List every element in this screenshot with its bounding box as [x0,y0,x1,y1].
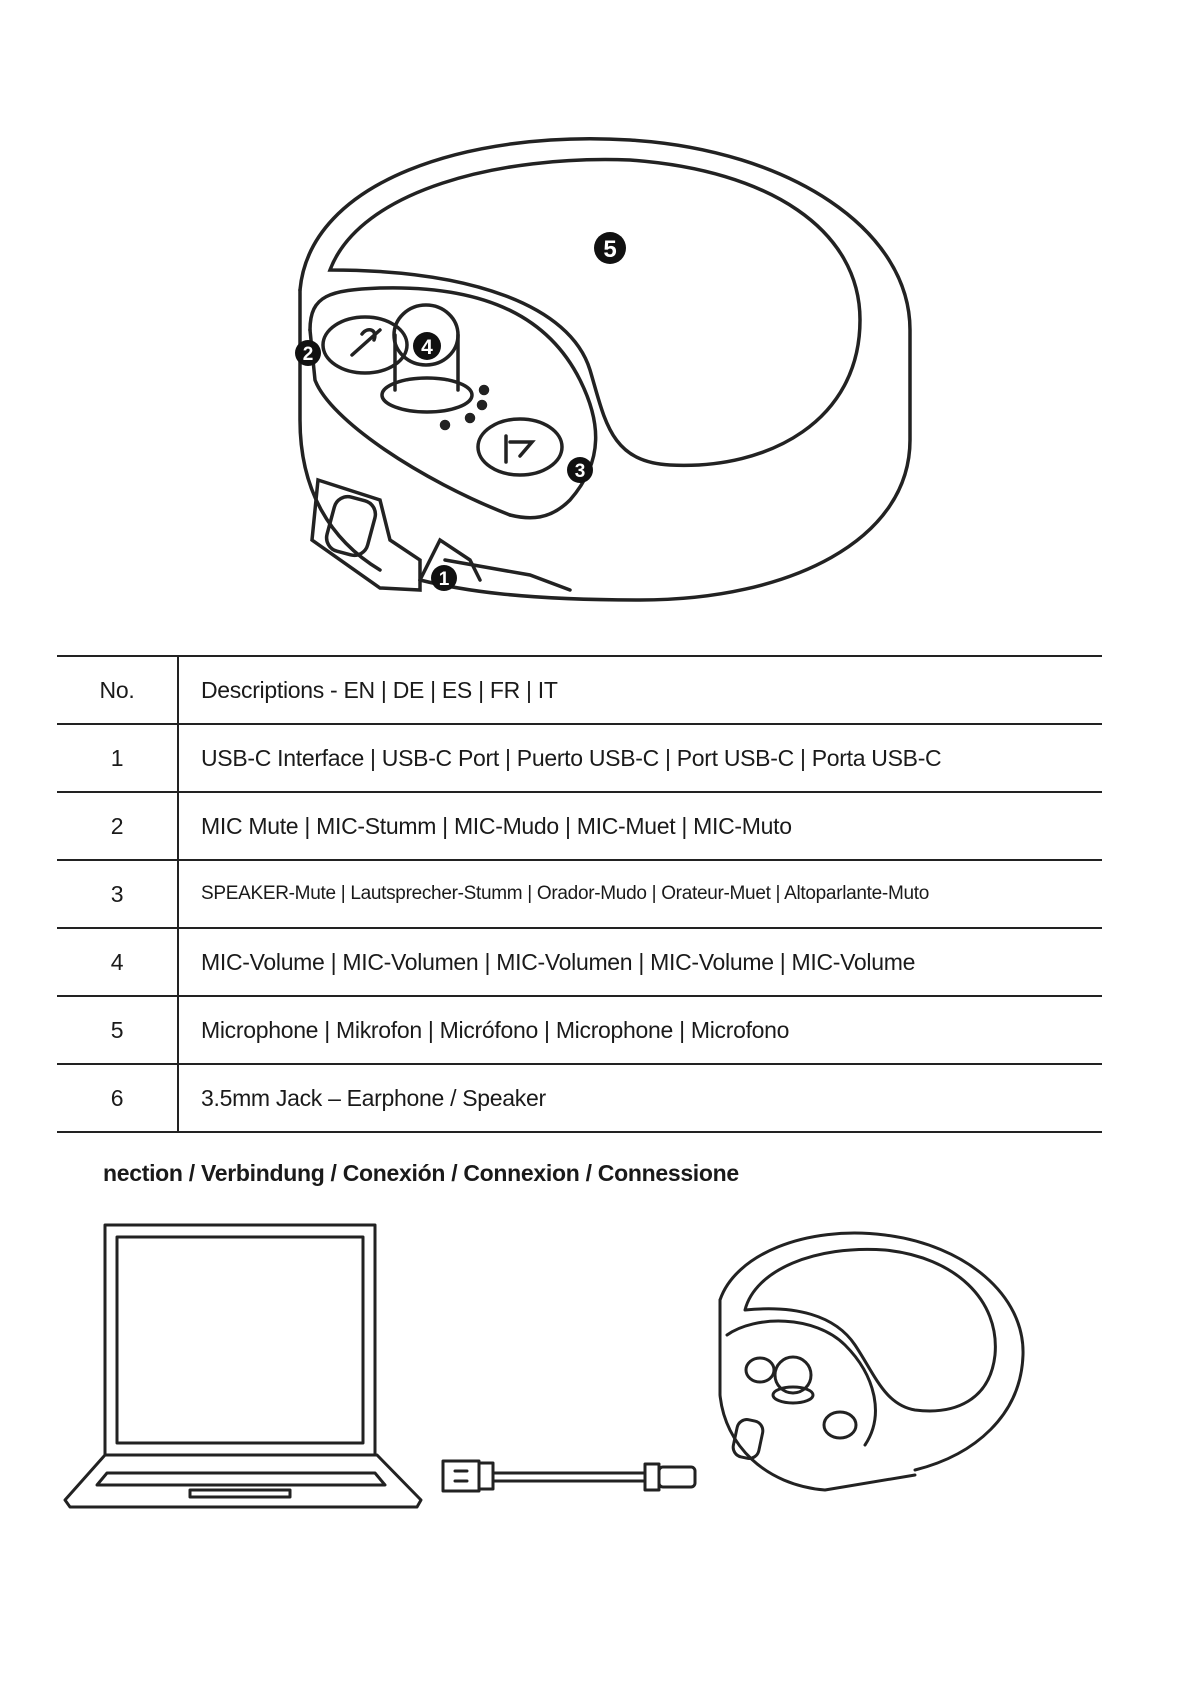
row-description: 3.5mm Jack – Earphone / Speaker [178,1064,1102,1132]
svg-text:2: 2 [302,344,314,365]
connection-drawing [55,1215,1075,1520]
callout-3 [567,457,593,483]
table-row [57,724,1102,792]
speakerphone-small-icon [720,1233,1023,1490]
header-descriptions: Descriptions - EN | DE | ES | FR | IT [178,656,1102,724]
row-description: Microphone | Mikrofon | Micrófono | Microphone | Microfono [178,996,1102,1064]
row-number: 5 [57,996,178,1064]
svg-text:4: 4 [421,336,433,359]
svg-text:1: 1 [438,569,450,590]
callout-2 [295,340,321,366]
connection-illustration [55,1215,1075,1520]
row-number: 6 [57,1064,178,1132]
header-no: No. [57,656,178,724]
table-row [57,792,1102,860]
table-header-row [57,656,1102,724]
speakerphone-illustration [270,120,930,660]
row-description: MIC Mute | MIC-Stumm | MIC-Mudo | MIC-Muet | MIC-Muto [178,792,1102,860]
row-description: MIC-Volume | MIC-Volumen | MIC-Volumen | MIC-Volume | MIC-Volume [178,928,1102,996]
table-row [57,928,1102,996]
row-number: 2 [57,792,178,860]
parts-table [57,655,1102,1133]
svg-text:5: 5 [603,236,617,263]
row-number: 3 [57,860,178,928]
callout-4 [413,332,441,360]
table-row [57,996,1102,1064]
row-description: SPEAKER-Mute | Lautsprecher-Stumm | Orador-Mudo | Orateur-Muet | Altoparlante-Muto [178,860,1102,928]
callout-5 [594,232,626,264]
svg-text:3: 3 [574,461,586,482]
callout-1 [431,565,457,591]
usb-cable-icon [443,1461,695,1491]
row-description: USB-C Interface | USB-C Port | Puerto USB-C | Port USB-C | Porta USB-C [178,724,1102,792]
table-row [57,860,1102,928]
connection-heading: nection / Verbindung / Conexión / Connexion / Connessione [103,1160,739,1186]
row-number: 1 [57,724,178,792]
table-row [57,1064,1102,1132]
laptop-icon [65,1225,421,1507]
row-number: 4 [57,928,178,996]
speakerphone-drawing [270,120,930,660]
